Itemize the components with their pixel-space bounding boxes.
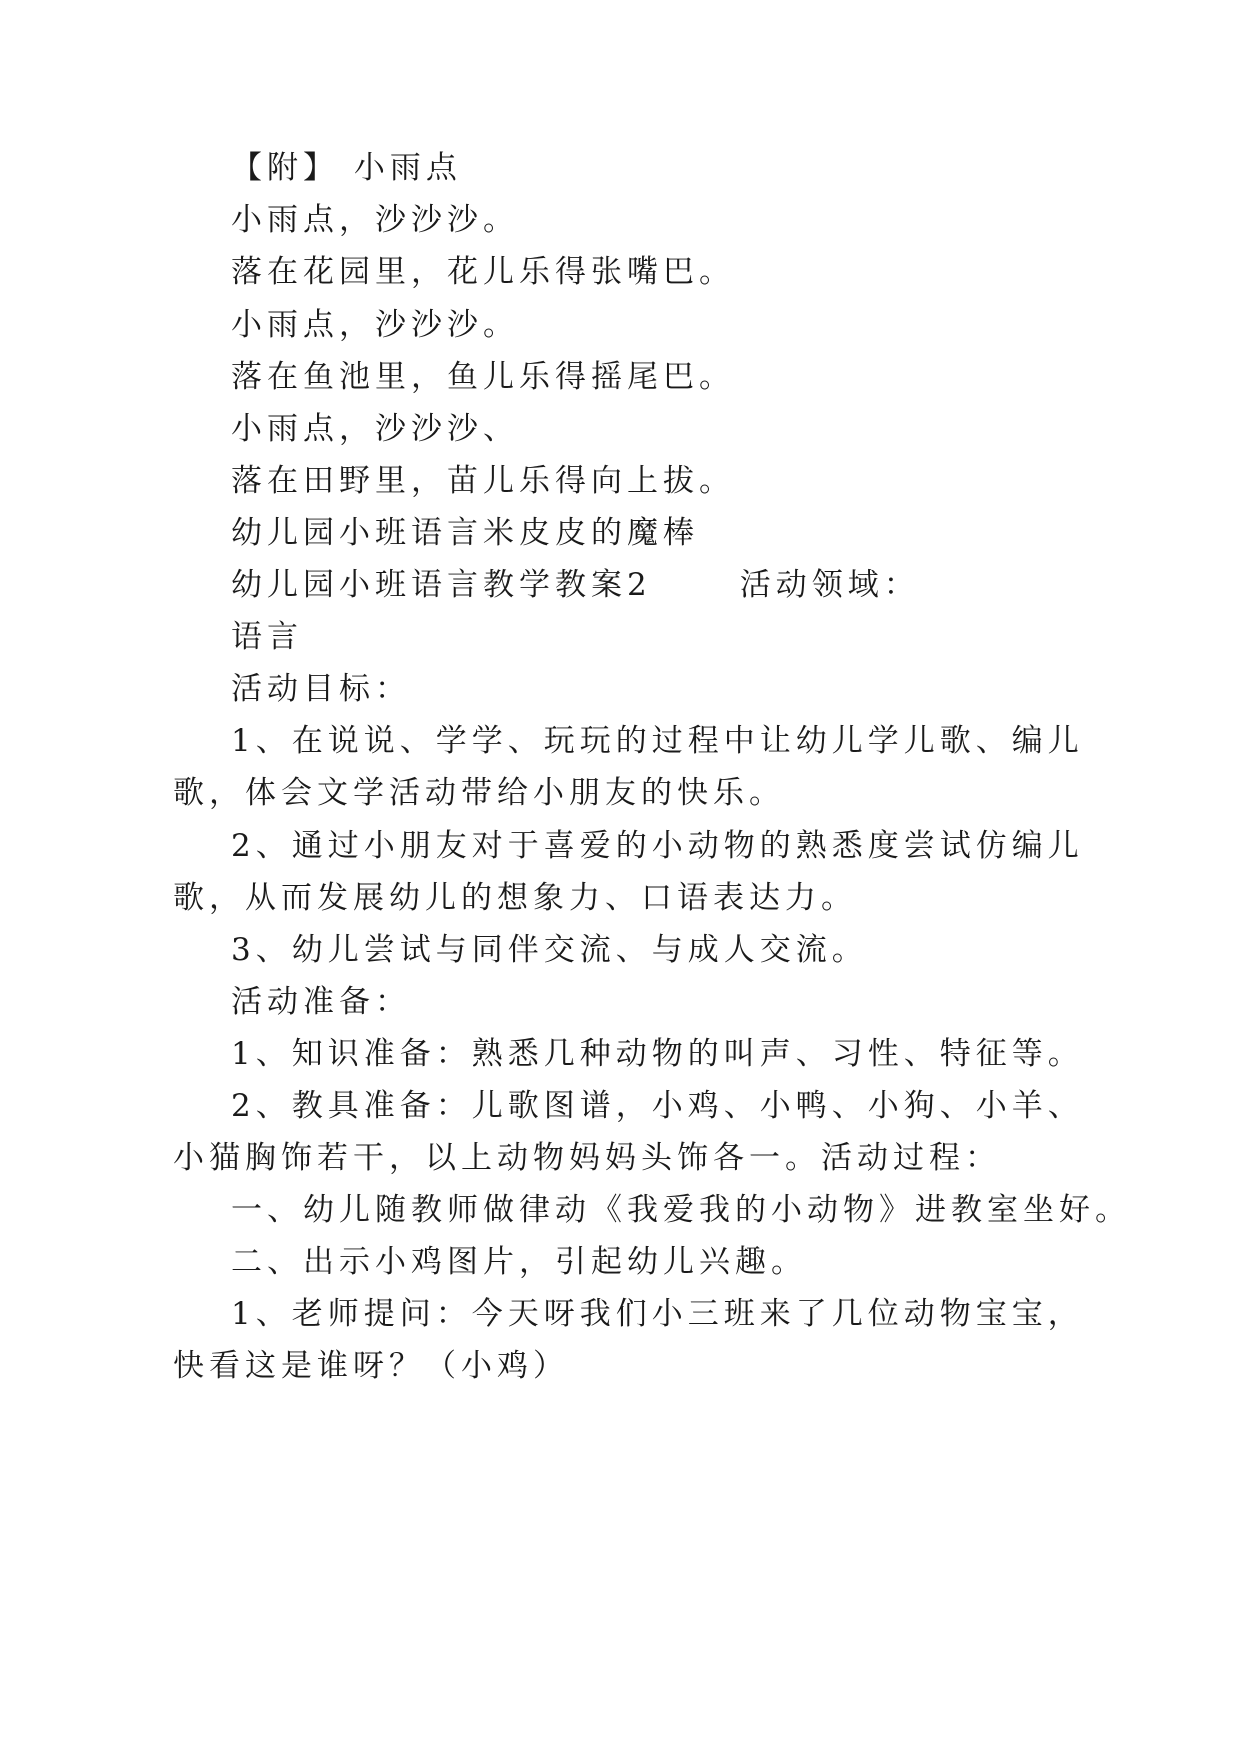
lesson-plan-title-line (231, 565, 920, 605)
paragraph-line: 2、通过小朋友对于喜爱的小动物的熟悉度尝试仿编儿 (231, 828, 1084, 864)
lesson-plan-title: 幼儿园小班语言教学教案2 (231, 567, 652, 603)
paragraph-line: 2、教具准备：儿歌图谱，小鸡、小鸭、小狗、小羊、 (231, 1088, 1084, 1124)
poem-line: 落在花园里，花儿乐得张嘴巴。 (231, 254, 735, 290)
activity-domain-label: 活动领域： (739, 567, 920, 603)
paragraph-line: 1、老师提问：今天呀我们小三班来了几位动物宝宝， (231, 1296, 1084, 1332)
poem-line: 小雨点，沙沙沙、 (231, 411, 519, 447)
paragraph-line: 语言 (231, 619, 303, 655)
paragraph-line: 1、知识准备：熟悉几种动物的叫声、习性、特征等。 (231, 1036, 1084, 1072)
poem-line: 落在鱼池里，鱼儿乐得摇尾巴。 (231, 359, 735, 395)
paragraph-line: 歌，体会文学活动带给小朋友的快乐。 (173, 775, 785, 811)
section-heading: 活动准备： (231, 984, 411, 1020)
paragraph-line: 1、在说说、学学、玩玩的过程中让幼儿学儿歌、编儿 (231, 723, 1084, 759)
paragraph-line: 幼儿园小班语言米皮皮的魔棒 (231, 515, 699, 551)
section-heading: 活动目标： (231, 671, 411, 707)
poem-line: 小雨点，沙沙沙。 (231, 307, 519, 343)
poem-line: 小雨点，沙沙沙。 (231, 202, 519, 238)
appendix-heading: 【附】 小雨点 (231, 150, 462, 186)
paragraph-line: 快看这是谁呀？（小鸡） (173, 1348, 569, 1384)
paragraph-line: 小猫胸饰若干，以上动物妈妈头饰各一。活动过程： (173, 1140, 1001, 1176)
paragraph-line: 歌，从而发展幼儿的想象力、口语表达力。 (173, 880, 857, 916)
paragraph-line: 3、幼儿尝试与同伴交流、与成人交流。 (231, 932, 868, 968)
paragraph-line: 二、出示小鸡图片，引起幼儿兴趣。 (231, 1244, 807, 1280)
paragraph-line: 一、幼儿随教师做律动《我爱我的小动物》进教室坐好。 (231, 1192, 1131, 1228)
poem-line: 落在田野里，苗儿乐得向上拔。 (231, 463, 735, 499)
